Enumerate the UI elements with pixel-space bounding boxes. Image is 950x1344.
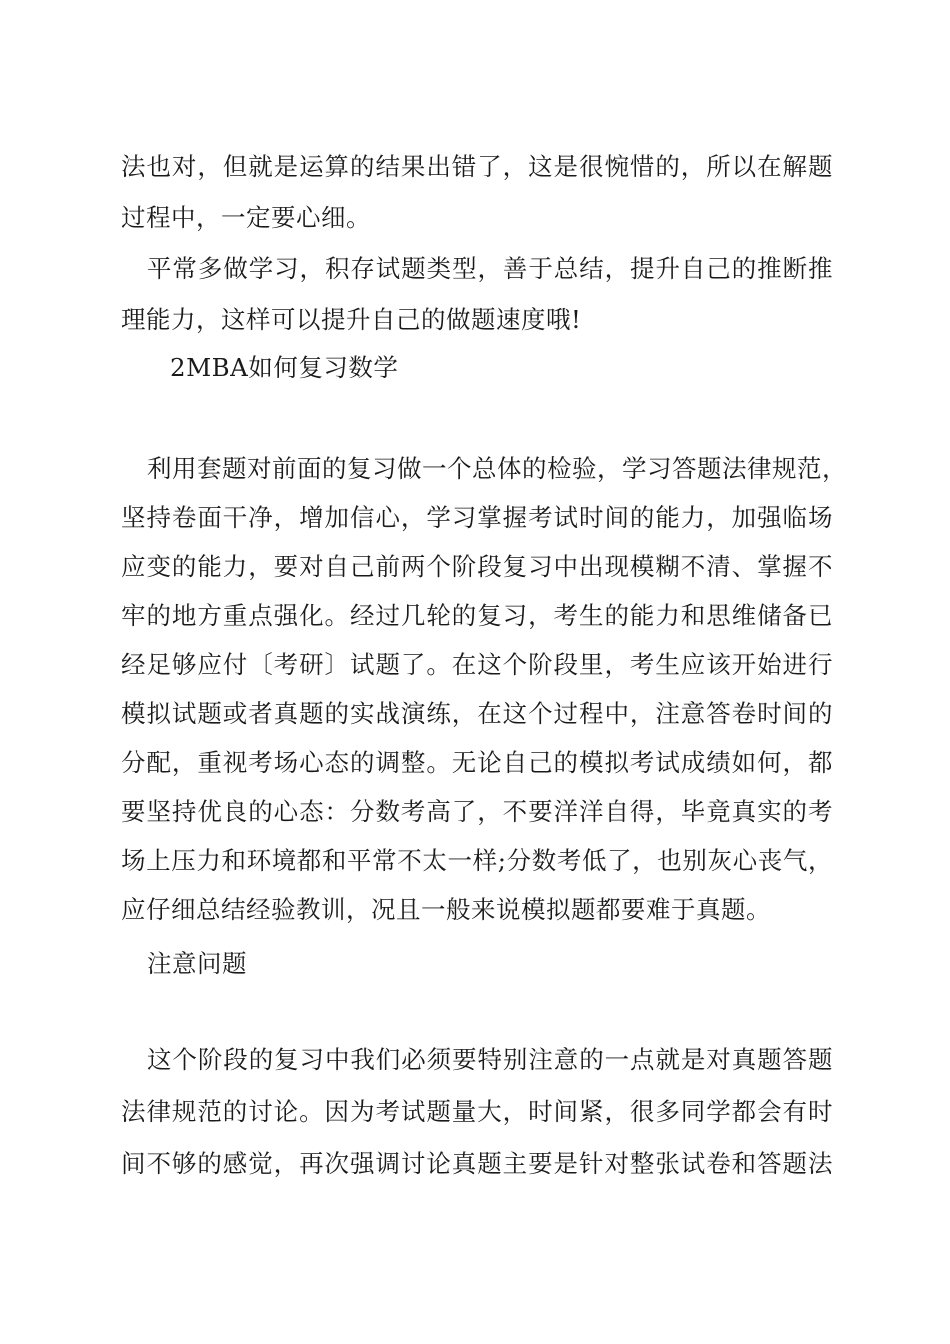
text-line: 坚持卷面干净，增加信心，学习掌握考试时间的能力，加强临场 (121, 503, 833, 532)
text-line: 模拟试题或者真题的实战演练，在这个过程中，注意答卷时间的 (121, 699, 833, 728)
section-heading: 2MBA如何复习数学 (170, 353, 399, 382)
text-line: 间不够的感觉，再次强调讨论真题主要是针对整张试卷和答题法 (121, 1149, 833, 1178)
text-line: 利用套题对前面的复习做一个总体的检验，学习答题法律规范， (147, 454, 847, 483)
text-line: 过程中，一定要心细。 (121, 203, 371, 232)
text-line: 分配，重视考场心态的调整。无论自己的模拟考试成绩如何，都 (121, 748, 833, 777)
text-line: 这个阶段的复习中我们必须要特别注意的一点就是对真题答题 (147, 1045, 833, 1074)
text-line: 牢的地方重点强化。经过几轮的复习，考生的能力和思维储备已 (121, 601, 833, 630)
text-line: 平常多做学习，积存试题类型，善于总结，提升自己的推断推 (147, 254, 833, 283)
section-heading: 注意问题 (147, 949, 247, 978)
text-line: 应变的能力，要对自己前两个阶段复习中出现模糊不清、掌握不 (121, 552, 833, 581)
text-line: 场上压力和环境都和平常不太一样;分数考低了，也别灰心丧气， (121, 846, 833, 875)
text-line: 法律规范的讨论。因为考试题量大，时间紧，很多同学都会有时 (121, 1097, 833, 1126)
text-line: 应仔细总结经验教训，况且一般来说模拟题都要难于真题。 (121, 895, 771, 924)
text-line: 法也对，但就是运算的结果出错了，这是很惋惜的，所以在解题 (121, 152, 833, 181)
text-line: 要坚持优良的心态：分数考高了，不要洋洋自得，毕竟真实的考 (121, 797, 833, 826)
text-line: 理能力，这样可以提升自己的做题速度哦! (121, 305, 582, 334)
text-line: 经足够应付〔考研〕试题了。在这个阶段里，考生应该开始进行 (121, 650, 833, 679)
